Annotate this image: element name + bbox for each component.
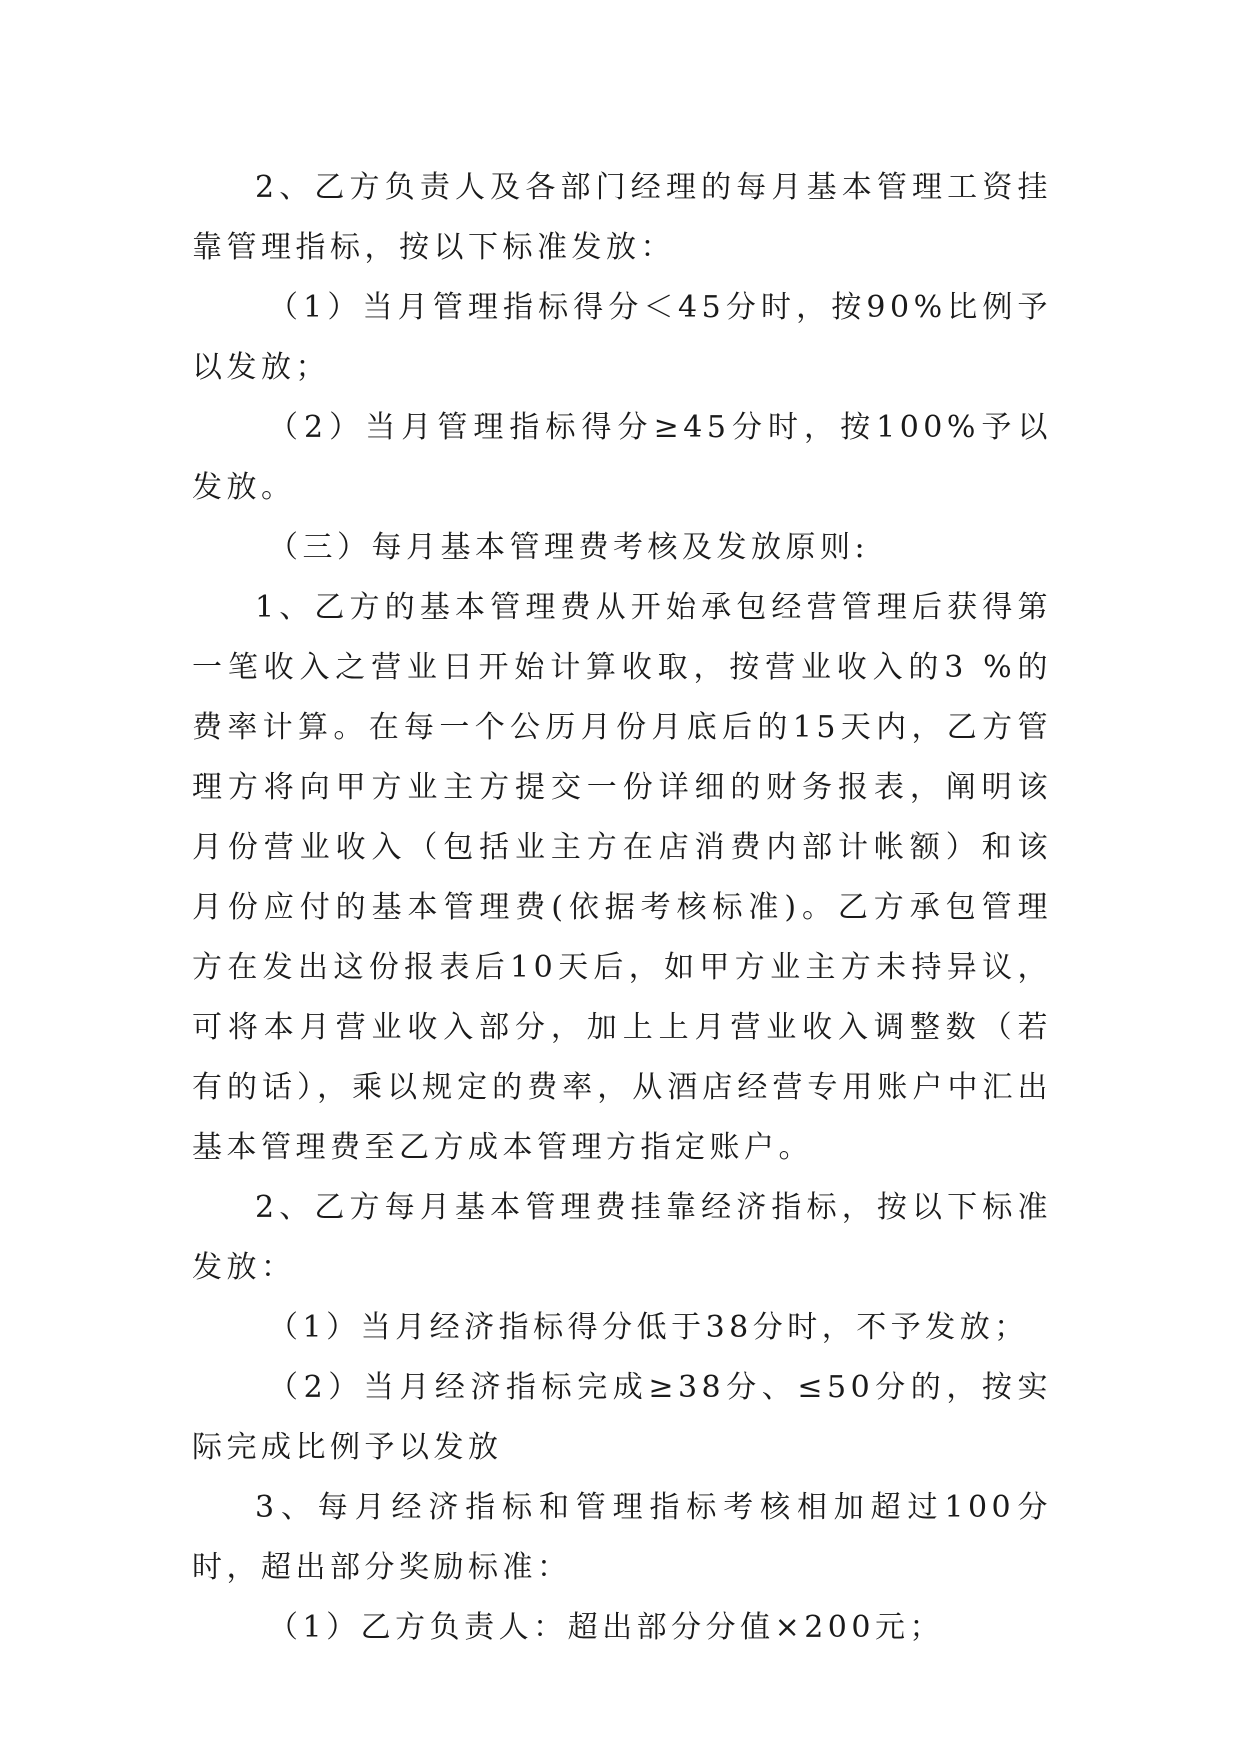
paragraph-3-bonus: 3、每月经济指标和管理指标考核相加超过100分时，超出部分奖励标准： — [192, 1490, 1052, 1585]
section-heading-3: （三）每月基本管理费考核及发放原则: — [268, 530, 870, 565]
paragraph-bonus-manager: （1）乙方负责人：超出部分分值×200元； — [268, 1610, 944, 1645]
paragraph-2-economic-index: 2、乙方每月基本管理费挂靠经济指标，按以下标准发放： — [192, 1190, 1052, 1285]
paragraph-mgmt-above-45: （2）当月管理指标得分≥45分时，按100%予以发放。 — [192, 410, 1052, 505]
paragraph-mgmt-below-45: （1）当月管理指标得分＜45分时，按90%比例予以发放； — [192, 290, 1052, 385]
paragraph-2-manager-salary: 2、乙方负责人及各部门经理的每月基本管理工资挂靠管理指标，按以下标准发放： — [192, 170, 1052, 265]
paragraph-1-base-fee: 1、乙方的基本管理费从开始承包经营管理后获得第一笔收入之营业日开始计算收取，按营业收入的3 %的费率计算。在每一个公历月份月底后的15天内，乙方管理方将向甲方业主方提交一份详细的财务报表，阐明该月份营业收入（包括业主方在店消费内部计帐额）和该月份应付的基本管理费(依据考核标准)。乙方承包管理方在发出这份报表后10天后，如甲方业主方未持异议，可将本月营业收入部分，加上上月营业收入调整数（若有的话），乘以规定的费率，从酒店经营专用账户中汇出基本管理费至乙方成本管理方指定账户。 — [192, 590, 1052, 1165]
document-body — [192, 158, 1052, 1658]
paragraph-econ-38-50: （2）当月经济指标完成≥38分、≤50分的，按实际完成比例予以发放 — [192, 1370, 1052, 1465]
paragraph-econ-below-38: （1）当月经济指标得分低于38分时，不予发放； — [268, 1310, 1029, 1345]
